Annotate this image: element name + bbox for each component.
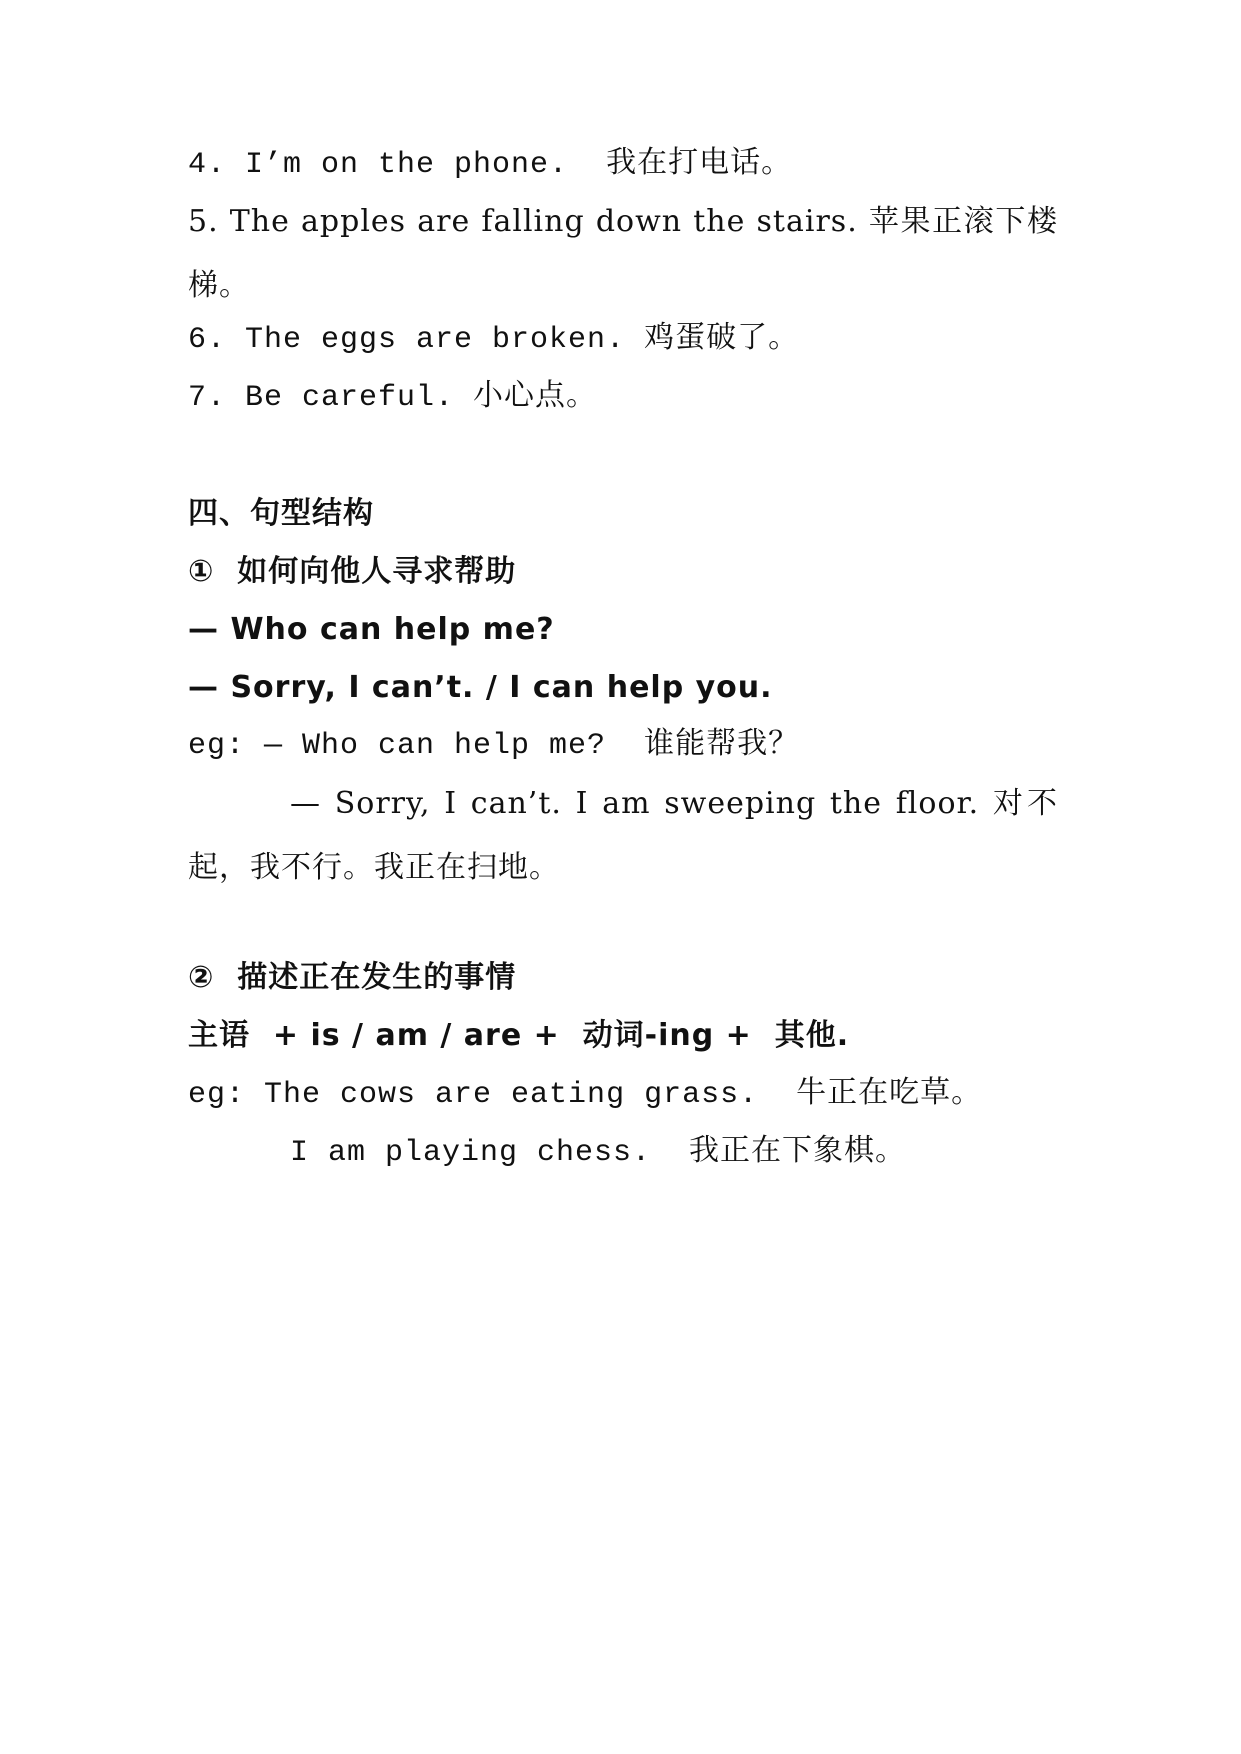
- sentence-7: 7. Be careful. 小心点。: [188, 381, 598, 415]
- example-answer: — Sorry, I can’t. I am sweeping the floor. 对不起，我不行。我正在扫地。: [188, 786, 1058, 885]
- example-1: eg: The cows are eating grass. 牛正在吃草。: [188, 1078, 983, 1112]
- pattern-question: — Who can help me?: [188, 612, 555, 647]
- example-2: I am playing chess. 我正在下象棋。: [290, 1136, 907, 1170]
- sentence-6: 6. The eggs are broken. 鸡蛋破了。: [188, 323, 800, 357]
- subsection-2-title: ② 描述正在发生的事情: [188, 960, 517, 995]
- pattern-formula: 主语 + is / am / are + 动词-ing + 其他.: [188, 1018, 850, 1053]
- section-heading: 四、句型结构: [188, 496, 374, 531]
- pattern-answer: — Sorry, I can’t. / I can help you.: [188, 670, 773, 705]
- sentence-5: 5. The apples are falling down the stairs. 苹果正滚下楼梯。: [188, 204, 1058, 303]
- example-question: eg: — Who can help me? 谁能帮我？: [188, 729, 800, 763]
- subsection-1-title: ① 如何向他人寻求帮助: [188, 554, 517, 589]
- sentence-4: 4. I’m on the phone. 我在打电话。: [188, 148, 793, 182]
